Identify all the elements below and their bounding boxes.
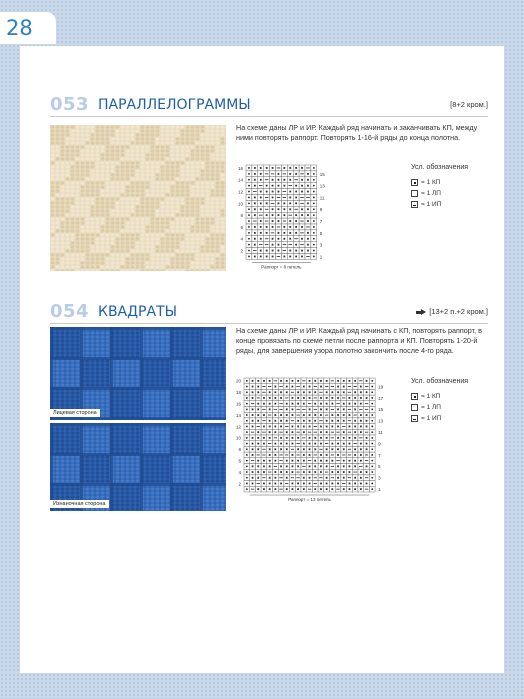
section-repeat-note-text: [13+2 п.+2 кром.] bbox=[429, 307, 488, 316]
legend-label: = 1 ИП bbox=[421, 415, 442, 422]
legend-title: Усл. обозначения bbox=[411, 164, 469, 171]
svg-text:1: 1 bbox=[378, 487, 381, 492]
svg-text:Раппорт = 8 петель: Раппорт = 8 петель bbox=[261, 264, 302, 270]
legend-row-ip bbox=[411, 199, 468, 210]
svg-text:3: 3 bbox=[319, 242, 323, 248]
svg-text:9: 9 bbox=[378, 441, 381, 447]
knit-stitch-symbol-icon bbox=[411, 404, 418, 411]
svg-text:13: 13 bbox=[319, 183, 325, 189]
svg-text:14: 14 bbox=[237, 177, 243, 183]
legend-label: = 1 ЛП bbox=[421, 190, 441, 197]
stitch-chart-054 bbox=[232, 376, 392, 512]
arrow-right-icon bbox=[416, 309, 426, 316]
section-054-header bbox=[50, 301, 488, 324]
svg-text:15: 15 bbox=[378, 407, 384, 413]
legend-label: = 1 КП bbox=[421, 393, 441, 400]
photo-caption-front: Лицевая сторона bbox=[50, 409, 100, 417]
section-number: 054 bbox=[50, 301, 90, 322]
section-description: На схеме даны ЛР и ИР. Каждый ряд начинать и заканчивать КП, между ними повторять раппорт. Повторять 1-16-й ряды до конца полотна. bbox=[236, 123, 478, 142]
svg-text:8: 8 bbox=[238, 447, 241, 453]
section-repeat-note: [8+2 кром.] bbox=[450, 100, 488, 109]
section-title: ПАРАЛЛЕЛОГРАММЫ bbox=[98, 97, 251, 113]
svg-text:2: 2 bbox=[238, 481, 241, 487]
section-repeat-note bbox=[416, 307, 488, 316]
edge-stitch-symbol-icon bbox=[411, 393, 418, 400]
svg-text:9: 9 bbox=[319, 207, 323, 213]
swatch-photo-parallelograms bbox=[50, 125, 226, 271]
svg-text:18: 18 bbox=[235, 390, 241, 396]
svg-text:6: 6 bbox=[238, 458, 241, 464]
svg-text:2: 2 bbox=[240, 248, 243, 254]
section-description: На схеме даны ЛР и ИР. Каждый ряд начинать с КП, повторять раппорт, в конце провязать по схеме петли после раппорта и КП. Повторять 1-20-й ряды, для завершения узора полотно закончить после 4-го ряда. bbox=[236, 326, 482, 355]
legend-row-ip bbox=[411, 413, 468, 424]
svg-text:11: 11 bbox=[378, 430, 383, 435]
section-title: КВАДРАТЫ bbox=[98, 304, 177, 320]
svg-text:20: 20 bbox=[235, 378, 241, 384]
svg-text:13: 13 bbox=[378, 418, 384, 424]
svg-text:4: 4 bbox=[240, 236, 243, 242]
swatch-photo-squares-front bbox=[50, 327, 226, 420]
page-background-left bbox=[0, 0, 20, 699]
edge-stitch-symbol-icon bbox=[411, 179, 418, 186]
svg-text:17: 17 bbox=[378, 395, 384, 401]
section-053-header bbox=[50, 94, 488, 117]
legend-label: = 1 ИП bbox=[421, 201, 442, 208]
purl-stitch-symbol-icon bbox=[411, 415, 418, 422]
svg-text:4: 4 bbox=[238, 469, 241, 475]
svg-text:10: 10 bbox=[237, 201, 243, 207]
svg-text:16: 16 bbox=[235, 401, 241, 407]
legend-054 bbox=[411, 378, 468, 424]
svg-text:10: 10 bbox=[235, 435, 241, 441]
legend-row-kp bbox=[411, 177, 468, 188]
svg-text:6: 6 bbox=[240, 224, 243, 230]
svg-text:7: 7 bbox=[378, 452, 381, 458]
svg-text:8: 8 bbox=[240, 213, 243, 219]
svg-text:15: 15 bbox=[319, 171, 325, 177]
legend-row-lp bbox=[411, 188, 468, 199]
stitch-chart-053 bbox=[232, 163, 336, 275]
page-background-right bbox=[504, 0, 524, 699]
svg-text:12: 12 bbox=[235, 424, 241, 430]
knit-stitch-symbol-icon bbox=[411, 190, 418, 197]
legend-title: Усл. обозначения bbox=[411, 378, 469, 385]
svg-text:11: 11 bbox=[319, 195, 325, 201]
legend-label: = 1 ЛП bbox=[421, 404, 441, 411]
page-number-tab bbox=[0, 12, 56, 44]
svg-text:1: 1 bbox=[319, 254, 323, 260]
photo-caption-back: Изнаночная сторона bbox=[50, 500, 109, 508]
legend-row-lp bbox=[411, 402, 468, 413]
legend-053 bbox=[411, 164, 468, 210]
svg-text:7: 7 bbox=[319, 219, 323, 224]
svg-text:14: 14 bbox=[235, 412, 241, 418]
legend-row-kp bbox=[411, 391, 468, 402]
swatch-photo-squares-back bbox=[50, 423, 226, 511]
legend-label: = 1 КП bbox=[421, 179, 441, 186]
page-background-bottom bbox=[0, 673, 524, 699]
page-number: 28 bbox=[6, 16, 33, 40]
svg-text:5: 5 bbox=[378, 464, 381, 470]
svg-text:16: 16 bbox=[237, 165, 243, 171]
section-number: 053 bbox=[50, 94, 90, 115]
svg-text:3: 3 bbox=[378, 475, 381, 481]
svg-text:5: 5 bbox=[319, 230, 323, 236]
purl-stitch-symbol-icon bbox=[411, 201, 418, 208]
svg-text:12: 12 bbox=[237, 189, 243, 195]
page-background-top bbox=[0, 0, 524, 46]
svg-text:19: 19 bbox=[378, 384, 384, 390]
svg-text:Раппорт = 13 петель: Раппорт = 13 петель bbox=[288, 497, 331, 502]
